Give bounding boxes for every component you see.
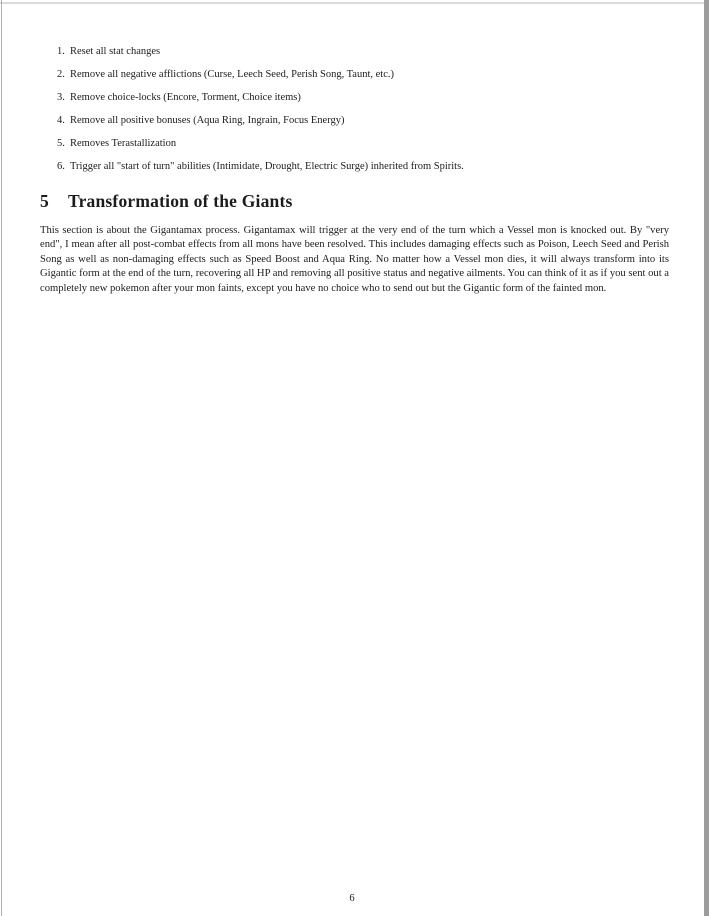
section-title: Transformation of the Giants	[68, 191, 293, 211]
list-item	[57, 69, 657, 92]
page-left-border	[1, 0, 2, 916]
list-item	[57, 161, 657, 184]
list-item	[57, 92, 657, 115]
list-item-text: Removes Terastallization	[70, 138, 177, 149]
enumerated-list	[57, 46, 657, 184]
scrollbar[interactable]	[704, 0, 709, 916]
section-number: 5	[40, 191, 49, 211]
list-item-number: 2.	[57, 69, 65, 80]
page-number: 6	[349, 893, 355, 904]
page-top-divider	[0, 2, 709, 4]
list-item-number: 1.	[57, 46, 65, 57]
list-item-number: 6.	[57, 161, 65, 172]
list-item-text: Remove all negative afflictions (Curse, Leech Seed, Perish Song, Taunt, etc.)	[70, 69, 394, 80]
list-item	[57, 46, 657, 69]
list-item-text: Remove all positive bonuses (Aqua Ring, Ingrain, Focus Energy)	[70, 115, 345, 126]
list-item-text: Reset all stat changes	[70, 46, 161, 57]
body-paragraph: This section is about the Gigantamax process. Gigantamax will trigger at the very end of the turn which a Vessel mon is knocked out. By "very end", I mean after all post-combat effects from all mons have been resolved. This includes damaging effects such as Poison, Leech Seed and Perish Song as well as non-damaging effects such as Speed Boost and Aqua Ring. No matter how a Vessel mon dies, it will always transform into its Gigantic form at the end of the turn, recovering all HP and removing all positive status and negative ailments. You can think of it as if you sent out a completely new pokemon after your mon faints, except you have no choice who to send out but the Gigantic form of the fainted mon.	[40, 225, 669, 294]
list-item-text: Remove choice-locks (Encore, Torment, Choice items)	[70, 92, 301, 103]
list-item-text: Trigger all "start of turn" abilities (Intimidate, Drought, Electric Surge) inherited from Spirits.	[70, 161, 464, 172]
section-heading	[40, 191, 293, 212]
list-item-number: 3.	[57, 92, 65, 103]
list-item	[57, 115, 657, 138]
list-item	[57, 138, 657, 161]
list-item-number: 4.	[57, 115, 65, 126]
list-item-number: 5.	[57, 138, 65, 149]
